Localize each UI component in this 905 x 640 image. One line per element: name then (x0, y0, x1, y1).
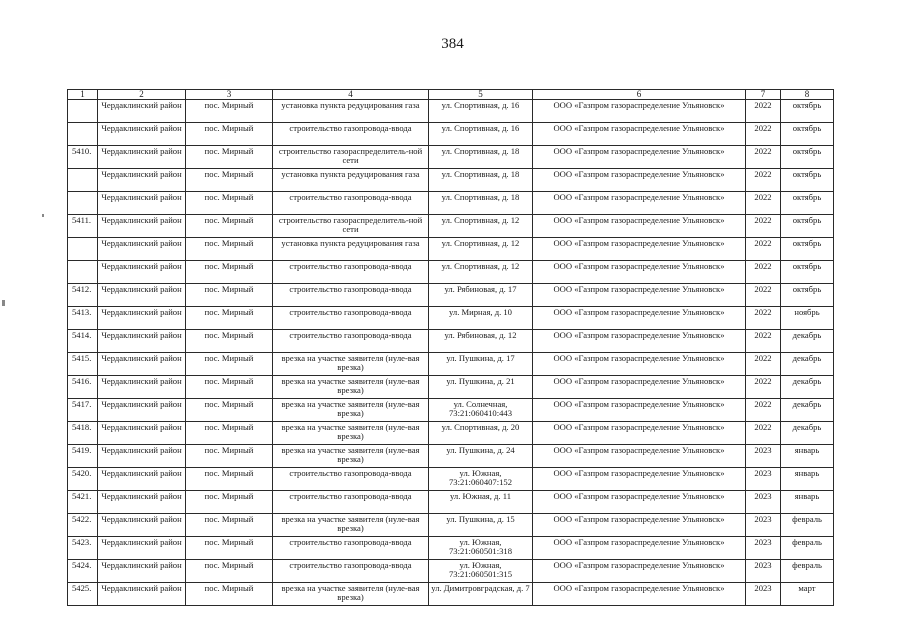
month-cell: октябрь (781, 123, 834, 146)
settlement-cell: пос. Мирный (186, 123, 273, 146)
table-row (68, 399, 834, 422)
table-row (68, 583, 834, 606)
organization-cell: ООО «Газпром газораспределение Ульяновск» (533, 100, 746, 123)
work-type-cell: строительство газопровода-ввода (273, 307, 429, 330)
organization-cell: ООО «Газпром газораспределение Ульяновск» (533, 123, 746, 146)
settlement-cell: пос. Мирный (186, 284, 273, 307)
row-number-cell: 5417. (68, 399, 98, 422)
year-cell: 2022 (746, 399, 781, 422)
work-type-cell: строительство газопровода-ввода (273, 284, 429, 307)
settlement-cell: пос. Мирный (186, 192, 273, 215)
work-type-cell: врезка на участке заявителя (нуле-вая врезка) (273, 353, 429, 376)
header-cell: 6 (533, 90, 746, 100)
work-type-cell: установка пункта редуцирования газа (273, 100, 429, 123)
table-row (68, 537, 834, 560)
district-cell: Чердаклинский район (98, 330, 186, 353)
address-cell: ул. Мирная, д. 10 (429, 307, 533, 330)
table-row (68, 376, 834, 399)
address-cell: ул. Южная, 73:21:060501:315 (429, 560, 533, 583)
settlement-cell: пос. Мирный (186, 560, 273, 583)
year-cell: 2022 (746, 192, 781, 215)
row-number-cell: 5421. (68, 491, 98, 514)
month-cell: октябрь (781, 169, 834, 192)
district-cell: Чердаклинский район (98, 583, 186, 606)
organization-cell: ООО «Газпром газораспределение Ульяновск» (533, 146, 746, 169)
settlement-cell: пос. Мирный (186, 307, 273, 330)
address-cell: ул. Южная, д. 11 (429, 491, 533, 514)
table-row (68, 560, 834, 583)
month-cell: декабрь (781, 422, 834, 445)
table-row (68, 284, 834, 307)
work-type-cell: строительство газопровода-ввода (273, 330, 429, 353)
district-cell: Чердаклинский район (98, 537, 186, 560)
row-number-cell: 5420. (68, 468, 98, 491)
data-table (67, 89, 834, 606)
row-number-cell (68, 192, 98, 215)
address-cell: ул. Спортивная, д. 18 (429, 192, 533, 215)
year-cell: 2022 (746, 330, 781, 353)
settlement-cell: пос. Мирный (186, 583, 273, 606)
address-cell: ул. Спортивная, д. 16 (429, 123, 533, 146)
month-cell: январь (781, 491, 834, 514)
month-cell: декабрь (781, 330, 834, 353)
work-type-cell: строительство газопровода-ввода (273, 537, 429, 560)
table-row (68, 215, 834, 238)
work-type-cell: строительство газораспределитель-ной сети (273, 215, 429, 238)
scan-artifact (2, 300, 5, 306)
organization-cell: ООО «Газпром газораспределение Ульяновск» (533, 445, 746, 468)
year-cell: 2022 (746, 100, 781, 123)
address-cell: ул. Спортивная, д. 20 (429, 422, 533, 445)
settlement-cell: пос. Мирный (186, 399, 273, 422)
address-cell: ул. Рябиновая, д. 12 (429, 330, 533, 353)
year-cell: 2022 (746, 238, 781, 261)
district-cell: Чердаклинский район (98, 146, 186, 169)
table-row (68, 146, 834, 169)
month-cell: декабрь (781, 376, 834, 399)
district-cell: Чердаклинский район (98, 284, 186, 307)
header-cell: 4 (273, 90, 429, 100)
table-row (68, 330, 834, 353)
district-cell: Чердаклинский район (98, 192, 186, 215)
year-cell: 2022 (746, 215, 781, 238)
settlement-cell: пос. Мирный (186, 353, 273, 376)
organization-cell: ООО «Газпром газораспределение Ульяновск» (533, 192, 746, 215)
table-row (68, 445, 834, 468)
district-cell: Чердаклинский район (98, 376, 186, 399)
address-cell: ул. Спортивная, д. 12 (429, 238, 533, 261)
header-cell: 1 (68, 90, 98, 100)
settlement-cell: пос. Мирный (186, 146, 273, 169)
organization-cell: ООО «Газпром газораспределение Ульяновск» (533, 468, 746, 491)
district-cell: Чердаклинский район (98, 307, 186, 330)
work-type-cell: строительство газопровода-ввода (273, 192, 429, 215)
row-number-cell: 5412. (68, 284, 98, 307)
month-cell: октябрь (781, 261, 834, 284)
row-number-cell (68, 100, 98, 123)
header-cell: 7 (746, 90, 781, 100)
year-cell: 2022 (746, 307, 781, 330)
settlement-cell: пос. Мирный (186, 330, 273, 353)
settlement-cell: пос. Мирный (186, 422, 273, 445)
month-cell: октябрь (781, 238, 834, 261)
work-type-cell: строительство газопровода-ввода (273, 560, 429, 583)
district-cell: Чердаклинский район (98, 261, 186, 284)
table-row (68, 261, 834, 284)
organization-cell: ООО «Газпром газораспределение Ульяновск» (533, 261, 746, 284)
year-cell: 2022 (746, 353, 781, 376)
row-number-cell (68, 169, 98, 192)
district-cell: Чердаклинский район (98, 353, 186, 376)
settlement-cell: пос. Мирный (186, 514, 273, 537)
address-cell: ул. Южная, 73:21:060501:318 (429, 537, 533, 560)
year-cell: 2023 (746, 560, 781, 583)
year-cell: 2023 (746, 491, 781, 514)
address-cell: ул. Спортивная, д. 16 (429, 100, 533, 123)
row-number-cell: 5413. (68, 307, 98, 330)
header-cell: 2 (98, 90, 186, 100)
organization-cell: ООО «Газпром газораспределение Ульяновск» (533, 583, 746, 606)
address-cell: ул. Спортивная, д. 18 (429, 146, 533, 169)
address-cell: ул. Пушкина, д. 24 (429, 445, 533, 468)
district-cell: Чердаклинский район (98, 514, 186, 537)
work-type-cell: врезка на участке заявителя (нуле-вая врезка) (273, 376, 429, 399)
district-cell: Чердаклинский район (98, 445, 186, 468)
table-row (68, 123, 834, 146)
work-type-cell: врезка на участке заявителя (нуле-вая врезка) (273, 583, 429, 606)
row-number-cell: 5419. (68, 445, 98, 468)
organization-cell: ООО «Газпром газораспределение Ульяновск» (533, 238, 746, 261)
work-type-cell: строительство газопровода-ввода (273, 123, 429, 146)
month-cell: январь (781, 445, 834, 468)
row-number-cell (68, 123, 98, 146)
organization-cell: ООО «Газпром газораспределение Ульяновск» (533, 537, 746, 560)
organization-cell: ООО «Газпром газораспределение Ульяновск» (533, 330, 746, 353)
work-type-cell: установка пункта редуцирования газа (273, 238, 429, 261)
year-cell: 2022 (746, 261, 781, 284)
row-number-cell: 5415. (68, 353, 98, 376)
district-cell: Чердаклинский район (98, 238, 186, 261)
work-type-cell: строительство газораспределитель-ной сети (273, 146, 429, 169)
table-header-row (68, 90, 834, 100)
month-cell: декабрь (781, 353, 834, 376)
year-cell: 2023 (746, 445, 781, 468)
year-cell: 2023 (746, 583, 781, 606)
month-cell: январь (781, 468, 834, 491)
address-cell: ул. Солнечная, 73:21:060410:443 (429, 399, 533, 422)
row-number-cell: 5422. (68, 514, 98, 537)
settlement-cell: пос. Мирный (186, 238, 273, 261)
organization-cell: ООО «Газпром газораспределение Ульяновск» (533, 514, 746, 537)
district-cell: Чердаклинский район (98, 169, 186, 192)
header-cell: 8 (781, 90, 834, 100)
row-number-cell: 5416. (68, 376, 98, 399)
month-cell: октябрь (781, 192, 834, 215)
table-row (68, 514, 834, 537)
year-cell: 2022 (746, 284, 781, 307)
month-cell: ноябрь (781, 307, 834, 330)
address-cell: ул. Спортивная, д. 12 (429, 215, 533, 238)
work-type-cell: врезка на участке заявителя (нуле-вая врезка) (273, 514, 429, 537)
month-cell: октябрь (781, 215, 834, 238)
organization-cell: ООО «Газпром газораспределение Ульяновск» (533, 169, 746, 192)
work-type-cell: врезка на участке заявителя (нуле-вая врезка) (273, 399, 429, 422)
organization-cell: ООО «Газпром газораспределение Ульяновск» (533, 215, 746, 238)
table-row (68, 169, 834, 192)
settlement-cell: пос. Мирный (186, 537, 273, 560)
year-cell: 2023 (746, 537, 781, 560)
table-row (68, 100, 834, 123)
address-cell: ул. Южная, 73:21:060407:152 (429, 468, 533, 491)
table-row (68, 307, 834, 330)
work-type-cell: строительство газопровода-ввода (273, 468, 429, 491)
work-type-cell: врезка на участке заявителя (нуле-вая врезка) (273, 422, 429, 445)
organization-cell: ООО «Газпром газораспределение Ульяновск» (533, 560, 746, 583)
month-cell: октябрь (781, 284, 834, 307)
table-row (68, 468, 834, 491)
header-cell: 3 (186, 90, 273, 100)
row-number-cell: 5410. (68, 146, 98, 169)
table-row (68, 422, 834, 445)
organization-cell: ООО «Газпром газораспределение Ульяновск» (533, 491, 746, 514)
year-cell: 2022 (746, 376, 781, 399)
district-cell: Чердаклинский район (98, 422, 186, 445)
address-cell: ул. Пушкина, д. 17 (429, 353, 533, 376)
settlement-cell: пос. Мирный (186, 445, 273, 468)
table-row (68, 238, 834, 261)
organization-cell: ООО «Газпром газораспределение Ульяновск» (533, 284, 746, 307)
address-cell: ул. Спортивная, д. 18 (429, 169, 533, 192)
district-cell: Чердаклинский район (98, 123, 186, 146)
district-cell: Чердаклинский район (98, 491, 186, 514)
month-cell: февраль (781, 537, 834, 560)
district-cell: Чердаклинский район (98, 399, 186, 422)
year-cell: 2023 (746, 514, 781, 537)
header-cell: 5 (429, 90, 533, 100)
month-cell: февраль (781, 514, 834, 537)
row-number-cell: 5414. (68, 330, 98, 353)
month-cell: октябрь (781, 100, 834, 123)
settlement-cell: пос. Мирный (186, 261, 273, 284)
address-cell: ул. Пушкина, д. 21 (429, 376, 533, 399)
table-row (68, 192, 834, 215)
month-cell: декабрь (781, 399, 834, 422)
organization-cell: ООО «Газпром газораспределение Ульяновск» (533, 353, 746, 376)
table-row (68, 353, 834, 376)
row-number-cell: 5425. (68, 583, 98, 606)
page-number: 384 (441, 36, 464, 52)
organization-cell: ООО «Газпром газораспределение Ульяновск» (533, 376, 746, 399)
settlement-cell: пос. Мирный (186, 491, 273, 514)
month-cell: март (781, 583, 834, 606)
row-number-cell: 5411. (68, 215, 98, 238)
work-type-cell: строительство газопровода-ввода (273, 491, 429, 514)
row-number-cell: 5423. (68, 537, 98, 560)
organization-cell: ООО «Газпром газораспределение Ульяновск» (533, 422, 746, 445)
row-number-cell (68, 238, 98, 261)
address-cell: ул. Рябиновая, д. 17 (429, 284, 533, 307)
work-type-cell: строительство газопровода-ввода (273, 261, 429, 284)
settlement-cell: пос. Мирный (186, 169, 273, 192)
year-cell: 2022 (746, 422, 781, 445)
organization-cell: ООО «Газпром газораспределение Ульяновск» (533, 307, 746, 330)
scan-artifact (42, 214, 44, 217)
work-type-cell: установка пункта редуцирования газа (273, 169, 429, 192)
settlement-cell: пос. Мирный (186, 468, 273, 491)
district-cell: Чердаклинский район (98, 468, 186, 491)
district-cell: Чердаклинский район (98, 100, 186, 123)
organization-cell: ООО «Газпром газораспределение Ульяновск» (533, 399, 746, 422)
settlement-cell: пос. Мирный (186, 215, 273, 238)
year-cell: 2022 (746, 123, 781, 146)
district-cell: Чердаклинский район (98, 560, 186, 583)
address-cell: ул. Пушкина, д. 15 (429, 514, 533, 537)
year-cell: 2023 (746, 468, 781, 491)
year-cell: 2022 (746, 169, 781, 192)
row-number-cell: 5424. (68, 560, 98, 583)
row-number-cell: 5418. (68, 422, 98, 445)
table-row (68, 491, 834, 514)
settlement-cell: пос. Мирный (186, 100, 273, 123)
work-type-cell: врезка на участке заявителя (нуле-вая врезка) (273, 445, 429, 468)
month-cell: октябрь (781, 146, 834, 169)
address-cell: ул. Спортивная, д. 12 (429, 261, 533, 284)
district-cell: Чердаклинский район (98, 215, 186, 238)
month-cell: февраль (781, 560, 834, 583)
address-cell: ул. Димитровградская, д. 7 (429, 583, 533, 606)
settlement-cell: пос. Мирный (186, 376, 273, 399)
row-number-cell (68, 261, 98, 284)
year-cell: 2022 (746, 146, 781, 169)
